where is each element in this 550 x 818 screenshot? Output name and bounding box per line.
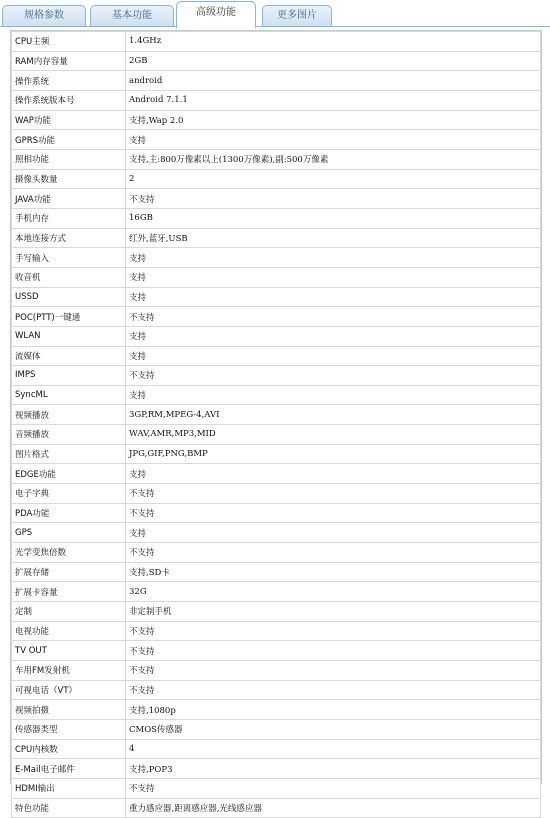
spec-key: POC(PTT)一键通: [12, 307, 126, 327]
table-row: [12, 32, 541, 52]
tab-label: 更多图片: [277, 10, 317, 21]
table-row: [12, 130, 541, 150]
table-row: [12, 621, 541, 641]
table-row: [12, 778, 541, 798]
spec-key: HDMI输出: [12, 778, 126, 798]
table-row: [12, 385, 541, 405]
spec-key: 音频播放: [12, 425, 126, 445]
spec-key: 特色功能: [12, 798, 126, 818]
table-row: [12, 503, 541, 523]
table-row: [12, 798, 541, 818]
table-row: [12, 543, 541, 563]
spec-value: WAV,AMR,MP3,MID: [126, 425, 541, 445]
spec-key: GPRS功能: [12, 130, 126, 150]
table-row: [12, 700, 541, 720]
spec-value: 支持: [126, 248, 541, 268]
spec-value: JPG,GIF,PNG,BMP: [126, 444, 541, 464]
spec-value: Android 7.1.1: [126, 90, 541, 110]
spec-key: RAM内存容量: [12, 51, 126, 71]
spec-key: 可视电话（VT）: [12, 680, 126, 700]
spec-value: 不支持: [126, 543, 541, 563]
spec-value: 支持,1080p: [126, 700, 541, 720]
table-row: [12, 71, 541, 91]
spec-value: 不支持: [126, 189, 541, 209]
table-row: [12, 228, 541, 248]
table-row: [12, 562, 541, 582]
table-row: [12, 464, 541, 484]
spec-key: SyncML: [12, 385, 126, 405]
spec-key: CPU主频: [12, 32, 126, 52]
spec-key: 摄像头数量: [12, 169, 126, 189]
spec-value: 支持: [126, 385, 541, 405]
spec-key: 照相功能: [12, 149, 126, 169]
tab-basic-functions[interactable]: [90, 5, 174, 26]
table-row: [12, 425, 541, 445]
spec-value: 支持: [126, 287, 541, 307]
spec-key: 操作系统版本号: [12, 90, 126, 110]
table-row: [12, 661, 541, 681]
spec-value: 重力感应器,距离感应器,光线感应器: [126, 798, 541, 818]
spec-key: EDGE功能: [12, 464, 126, 484]
tab-label: 规格参数: [24, 10, 64, 21]
spec-value: 支持,SD卡: [126, 562, 541, 582]
table-row: [12, 51, 541, 71]
table-row: [12, 149, 541, 169]
spec-value: 支持,主:800万像素以上(1300万像素),副:500万像素: [126, 149, 541, 169]
spec-value: 支持,POP3: [126, 759, 541, 779]
spec-key: 电视功能: [12, 621, 126, 641]
spec-key: 视频播放: [12, 405, 126, 425]
spec-key: USSD: [12, 287, 126, 307]
spec-value: 红外,蓝牙,USB: [126, 228, 541, 248]
spec-value: 16GB: [126, 208, 541, 228]
spec-value: 支持,Wap 2.0: [126, 110, 541, 130]
table-row: [12, 326, 541, 346]
spec-value: 不支持: [126, 680, 541, 700]
spec-key: TV OUT: [12, 641, 126, 661]
spec-value: 2: [126, 169, 541, 189]
spec-value: 32G: [126, 582, 541, 602]
spec-key: PDA功能: [12, 503, 126, 523]
spec-value: 支持: [126, 523, 541, 543]
spec-key: GPS: [12, 523, 126, 543]
spec-key: 电子字典: [12, 484, 126, 504]
tab-label: 高级功能: [196, 7, 236, 18]
spec-key: 图片格式: [12, 444, 126, 464]
spec-value: 支持: [126, 130, 541, 150]
table-row: [12, 287, 541, 307]
table-row: [12, 641, 541, 661]
spec-value: 支持: [126, 346, 541, 366]
table-row: [12, 307, 541, 327]
spec-key: 传感器类型: [12, 719, 126, 739]
spec-key: IMPS: [12, 366, 126, 386]
tab-advanced-functions[interactable]: [176, 1, 256, 28]
table-row: [12, 739, 541, 759]
spec-key: WAP功能: [12, 110, 126, 130]
spec-key: 收音机: [12, 267, 126, 287]
spec-value: android: [126, 71, 541, 91]
spec-key: 操作系统: [12, 71, 126, 91]
spec-value: 不支持: [126, 366, 541, 386]
spec-value: 不支持: [126, 641, 541, 661]
table-row: [12, 366, 541, 386]
spec-key: 本地连接方式: [12, 228, 126, 248]
spec-value: 支持: [126, 464, 541, 484]
spec-key: 扩展存储: [12, 562, 126, 582]
spec-value: 不支持: [126, 503, 541, 523]
spec-key: 光学变焦倍数: [12, 543, 126, 563]
spec-key: 视频拍摄: [12, 700, 126, 720]
spec-key: E-Mail电子邮件: [12, 759, 126, 779]
spec-key: CPU内核数: [12, 739, 126, 759]
spec-key: JAVA功能: [12, 189, 126, 209]
table-row: [12, 110, 541, 130]
spec-value: 不支持: [126, 307, 541, 327]
spec-value: 3GP,RM,MPEG-4,AVI: [126, 405, 541, 425]
spec-value: 支持: [126, 267, 541, 287]
tab-more-images[interactable]: [262, 5, 332, 26]
spec-value: 支持: [126, 326, 541, 346]
table-row: [12, 90, 541, 110]
spec-value: 2GB: [126, 51, 541, 71]
table-row: [12, 444, 541, 464]
spec-value: 不支持: [126, 484, 541, 504]
table-row: [12, 582, 541, 602]
table-row: [12, 759, 541, 779]
table-row: [12, 346, 541, 366]
spec-key: 车用FM发射机: [12, 661, 126, 681]
spec-table: [11, 31, 541, 818]
table-row: [12, 602, 541, 622]
spec-value: 1.4GHz: [126, 32, 541, 52]
table-row: [12, 405, 541, 425]
table-row: [12, 719, 541, 739]
spec-value: 4: [126, 739, 541, 759]
table-row: [12, 680, 541, 700]
tab-label: 基本功能: [112, 10, 152, 21]
spec-key: 流媒体: [12, 346, 126, 366]
table-row: [12, 523, 541, 543]
tab-specs[interactable]: [2, 5, 86, 26]
table-row: [12, 189, 541, 209]
table-row: [12, 484, 541, 504]
tab-divider: [0, 26, 550, 27]
table-row: [12, 248, 541, 268]
spec-key: 扩展卡容量: [12, 582, 126, 602]
spec-key: 手机内存: [12, 208, 126, 228]
spec-value: 不支持: [126, 661, 541, 681]
spec-value: 不支持: [126, 621, 541, 641]
spec-value: 不支持: [126, 778, 541, 798]
spec-key: 定制: [12, 602, 126, 622]
table-row: [12, 169, 541, 189]
spec-key: WLAN: [12, 326, 126, 346]
table-row: [12, 208, 541, 228]
spec-value: 非定制手机: [126, 602, 541, 622]
tab-bar: [0, 0, 550, 28]
table-row: [12, 267, 541, 287]
spec-value: CMOS传感器: [126, 719, 541, 739]
spec-key: 手写输入: [12, 248, 126, 268]
